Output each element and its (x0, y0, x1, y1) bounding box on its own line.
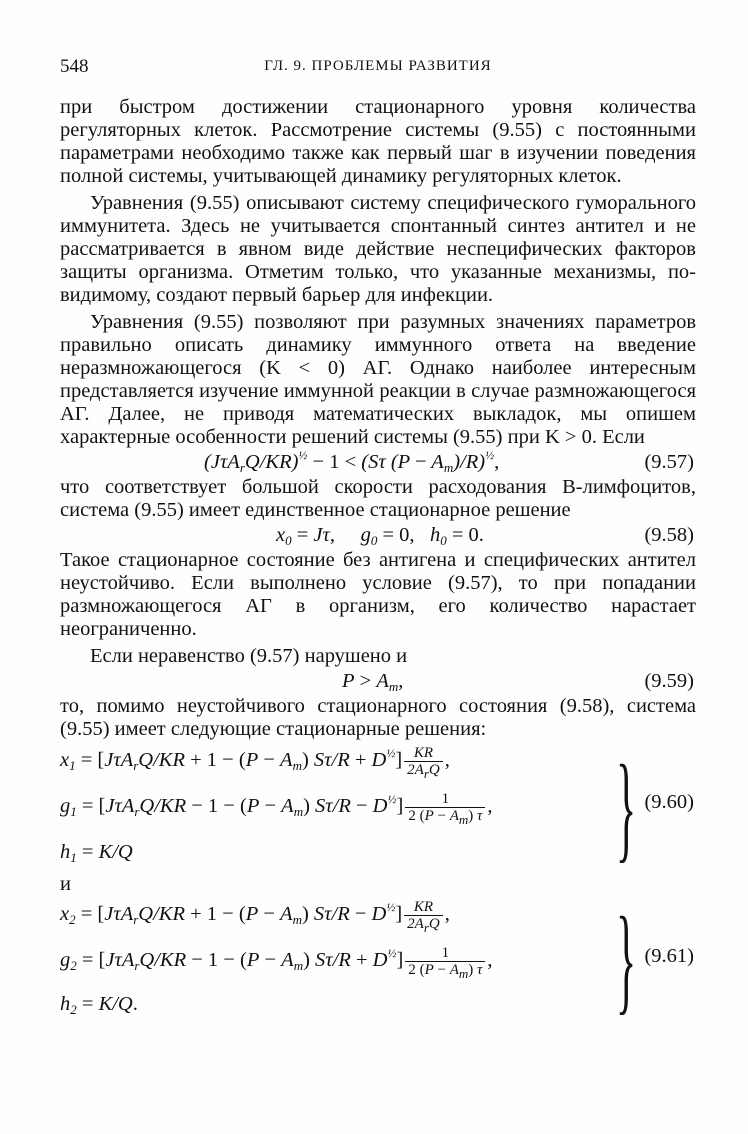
paragraph-2: Уравнения (9.55) описывают систему специфического гуморального иммунитета. Здесь не учитывается спонтанный синтез антител и не рассматривается в явном виде действие неспецифических факторов защиты организма. Отметим только, что указанные механизмы, по-видимому, создают первый барьер для инфекции. (60, 192, 696, 306)
right-brace: } (616, 740, 637, 873)
equation-9-59: $P > A_m$, (9.59) (342, 670, 694, 694)
equation-number-9-60: (9.60) (644, 791, 694, 813)
equation-h2: $h_2 = K/Q$. (60, 993, 138, 1017)
equation-g1: $g_1 = [J\tau A_rQ/KR - 1 - (P - A_m) S\tau/R - D^{\frac{1}{2}}]$ $\frac{1}{2 (P - A_m) \tau}$ , (60, 791, 493, 827)
equation-number-9-57: (9.57) (644, 451, 694, 473)
right-brace: } (616, 892, 637, 1025)
equation-number-9-58: (9.58) (644, 524, 694, 546)
paragraph-6: Если неравенство (9.57) нарушено и (90, 645, 408, 667)
equation-system-9-61 (60, 892, 696, 1031)
equation-x1: $x_1 = [J\tau A_rQ/KR + 1 - (P - A_m) S\tau/R + D^{\frac{1}{2}}]$ $\frac{KR}{2A_rQ}$ , (60, 745, 450, 781)
page-number: 548 (60, 56, 89, 77)
paragraph-8: и (60, 873, 71, 895)
equation-x2: $x_2 = [J\tau A_rQ/KR + 1 - (P - A_m) S\tau/R - D^{\frac{1}{2}}]$ $\frac{KR}{2A_rQ}$ , (60, 899, 450, 935)
equation-9-57: $(J\tau A_rQ/KR)^{\frac{1}{2}} - 1 < (S\tau$ $(P - A_m)/R)^{\frac{1}{2}}$, (9.57) (204, 448, 694, 475)
running-head: ГЛ. 9. ПРОБЛЕМЫ РАЗВИТИЯ (264, 58, 492, 74)
paragraph-4: что соответствует большой скорости расходования B-лимфоцитов, система (9.55) имеет единственное стационарное решение (60, 476, 696, 521)
equation-system-9-60 (60, 741, 696, 873)
paragraph-5: Такое стационарное состояние без антигена и специфических антител неустойчиво. Если выполнено условие (9.57), то при попадании размножающегося АГ в организм, его количество нарастает неограниченно. (60, 549, 696, 640)
equation-number-9-61: (9.61) (644, 945, 694, 967)
equation-9-58: $x_0 = J\tau$, $g_0 = 0$, $h_0 = 0$. (9.58) (276, 524, 694, 548)
page-body (60, 96, 696, 1031)
paragraph-3: Уравнения (9.55) позволяют при разумных значениях параметров правильно описать динамику иммунного ответа на введение неразмножающегося (K < 0) АГ. Однако наиболее интересным представляется изучение иммунной реакции в случае размножающегося АГ. Далее, не приводя математических выкладок, мы опишем характерные особенности решений системы (9.55) при K > 0. Если (60, 311, 696, 448)
paragraph-1: при быстром достижении стационарного уровня количества регуляторных клеток. Рассмотрение системы (9.55) с постоянными параметрами необходимо также как первый шаг в изучении поведения полной системы, учитывающей динамику регуляторных клеток. (60, 96, 696, 187)
paragraph-7: то, помимо неустойчивого стационарного состояния (9.58), система (9.55) имеет следующие стационарные решения: (60, 695, 696, 740)
equation-number-9-59: (9.59) (644, 670, 694, 692)
equation-g2: $g_2 = [J\tau A_rQ/KR - 1 - (P - A_m) S\tau/R + D^{\frac{1}{2}}]$ $\frac{1}{2 (P - A_m) \tau}$ , (60, 945, 493, 981)
page-header (60, 56, 696, 80)
equation-h1: $h_1 = K/Q$ (60, 841, 133, 865)
